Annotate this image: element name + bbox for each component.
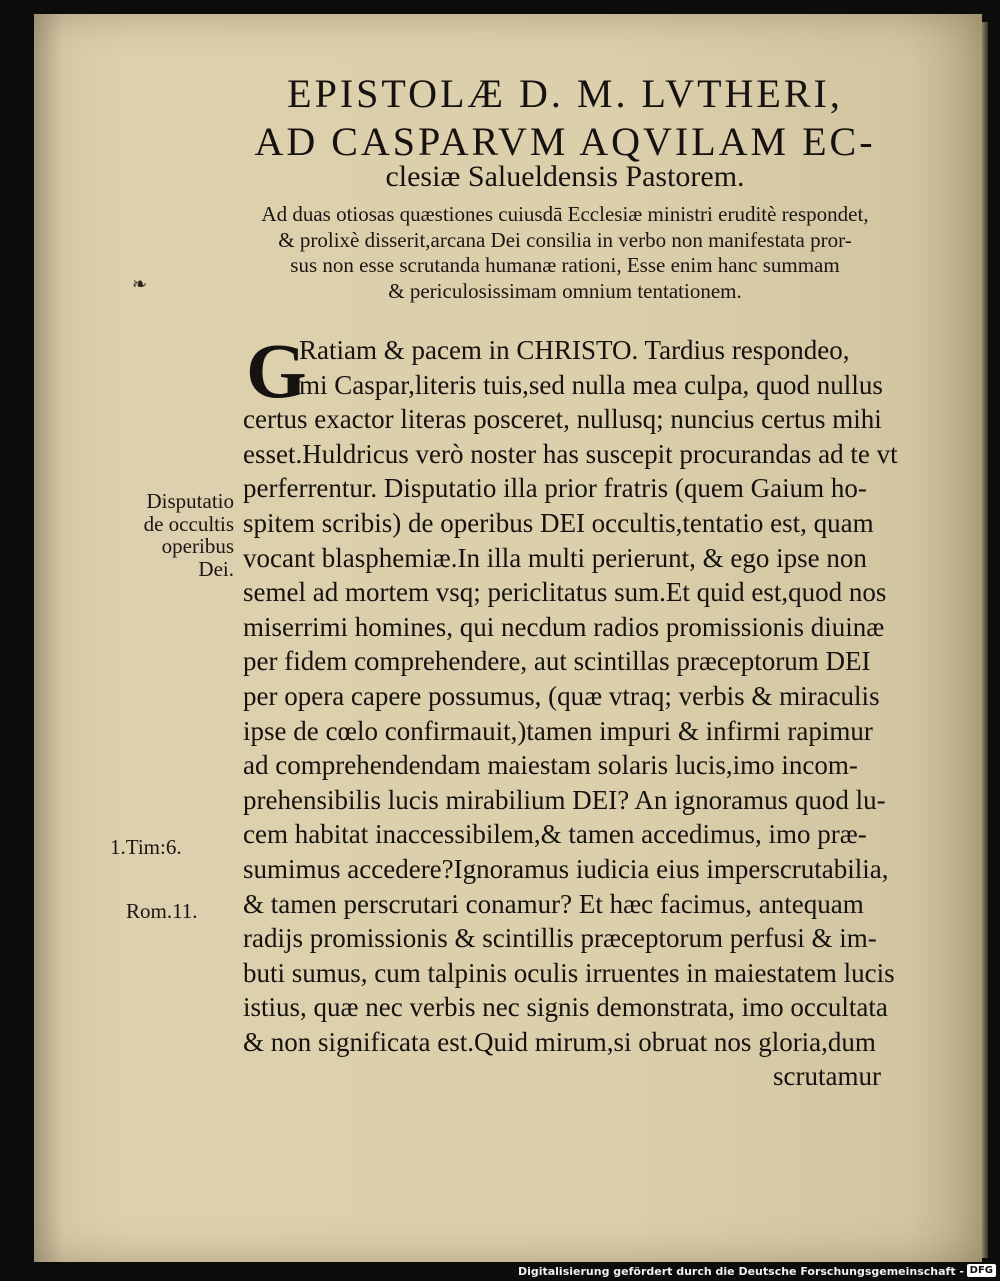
body-line: perferrentur. Disputatio illa prior fratris (quem Gaium ho-: [243, 473, 867, 504]
body-line: & tamen perscrutari conamur? Et hæc facimus, antequam: [243, 888, 864, 919]
margin-note-disputatio: [104, 490, 234, 580]
drop-cap: G: [246, 327, 307, 414]
ornament-mark: ❧: [132, 274, 148, 294]
body-line: radijs promissionis & scintillis præceptorum perfusi & im-: [243, 923, 877, 954]
body-text: [243, 327, 933, 1094]
body-line: istius, quæ nec verbis nec signis demonstrata, imo occultata: [243, 992, 888, 1023]
body-line: certus exactor literas posceret, nullusq; nuncius certus mihi: [243, 404, 882, 435]
intro-line: & periculosissimam omnium tentationem.: [388, 278, 742, 303]
body-line: esset.Huldricus verò noster has suscepit procurandas ad te vt: [243, 438, 898, 469]
body-line: & non significata est.Quid mirum,si obruat nos gloria,dum: [243, 1026, 876, 1057]
page-edge: [982, 22, 988, 1258]
body-line: vocant blasphemiæ.In illa multi perierunt, & ego ipse non: [243, 542, 867, 573]
body-line: spitem scribis) de operibus DEI occultis,tentatio est, quam: [243, 507, 874, 538]
body-line: miserrimi homines, qui necdum radios promissionis diuinæ: [243, 611, 885, 642]
intro-summary: [215, 202, 915, 304]
margin-note-line: de occultis: [143, 511, 234, 536]
title-line-2: AD CASPARVM AQVILAM EC-: [254, 119, 876, 164]
intro-line: Ad duas otiosas quæstiones cuiusdā Ecclesiæ ministri eruditè respondet,: [261, 202, 869, 226]
margin-note-line: operibus: [161, 534, 234, 558]
body-line: buti sumus, cum talpinis oculis irruentes in maiestatem lucis: [243, 957, 895, 988]
intro-line: sus non esse scrutanda humanæ rationi, Esse enim hanc summam: [290, 253, 840, 277]
body-line: ipse de cœlo confirmauit,)tamen impuri & infirmi rapimur: [243, 715, 873, 746]
intro-line: & prolixè disserit,arcana Dei consilia in verbo non manifestata pror-: [278, 227, 852, 252]
body-line: cem habitat inaccessibilem,& tamen accedimus, imo præ-: [243, 819, 867, 850]
funding-credit: Digitalisierung gefördert durch die Deutsche Forschungsgemeinschaft -: [517, 1265, 964, 1278]
body-line: ad comprehendendam maiestam solaris lucis,imo incom-: [243, 750, 858, 781]
body-line: prehensibilis lucis mirabilium DEI? An ignoramus quod lu-: [243, 784, 886, 815]
margin-note-line: Disputatio: [146, 489, 234, 513]
dfg-logo: DFG: [967, 1264, 996, 1277]
body-line: per fidem comprehendere, aut scintillas præceptorum DEI: [243, 646, 871, 677]
body-line: sumimus accedere?Ignoramus iudicia eius imperscrutabilia,: [243, 853, 889, 884]
title-line-1: EPISTOLÆ D. M. LVTHERI,: [287, 71, 843, 116]
catchword: scrutamur: [773, 1061, 881, 1092]
body-line: semel ad mortem vsq; periclitatus sum.Et quid est,quod nos: [243, 577, 887, 608]
body-line: Ratiam & pacem in CHRISTO. Tardius respondeo,: [299, 335, 850, 365]
body-line: per opera capere possumus, (quæ vtraq; verbis & miraculis: [243, 680, 880, 711]
margin-note-romans: Rom.11.: [126, 899, 198, 923]
title-line-3: clesiæ Salueldensis Pastorem.: [385, 160, 745, 193]
body-line: mi Caspar,literis tuis,sed nulla mea culpa, quod nullus: [299, 369, 883, 400]
margin-note-line: Dei.: [198, 556, 234, 581]
margin-note-timothy: 1.Tim:6.: [110, 835, 182, 859]
